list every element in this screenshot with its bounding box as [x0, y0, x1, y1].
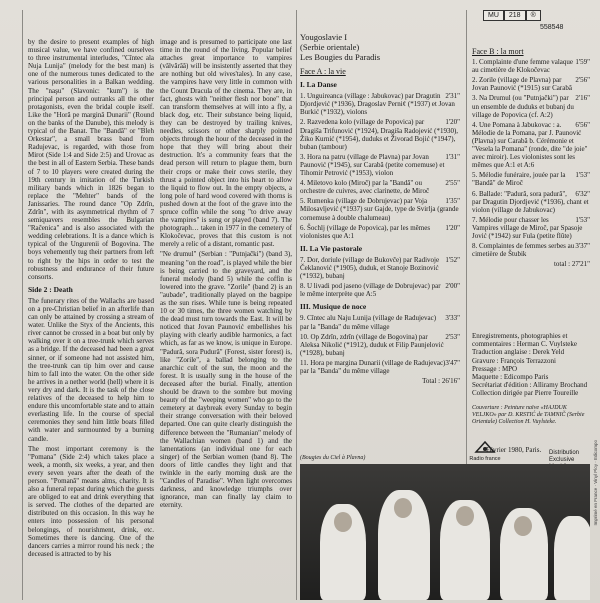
track-duration: 1'52" — [445, 255, 460, 264]
track-title: 3. Na Drumul (ou "Putnjački") par un ensemble de duduks et bubanj du village de Popovica (cf. A:2) — [472, 94, 574, 119]
track-item — [472, 121, 590, 170]
track-title: 5. Rumenka (village de Dobrujevac) par Voja Milosavljević (*1937) sur Gajde, type de Svirlja (grande cornemuse à double chalumeau) — [300, 197, 459, 222]
distribution-line: Distribution — [549, 450, 580, 456]
track-title: 9. Cîntec alu Naju Lunija (village de Radujevac) par la "Banda" du même village — [300, 314, 437, 331]
track-title: 4. Une Pomana à Jabukovac : a. Mélodie de la Pomana, par J. Paunović (Plavna) sur Carabă b. Cérémonie et "Vesela la Pomana" (ronde, dite "de joie" avec miroir). Les violonistes sont les mêmes que A:1 et A:6 — [472, 120, 588, 170]
track-item — [300, 179, 460, 195]
track-list — [472, 58, 590, 258]
notes-paragraph: "Ne drumul" (Serbian : "Putnjački") (band 3), meaning "on the road", is played while the bier is being carried to the graveyard, and the funeral melody (band 5) while the coffin is lowered into the grave. "Zorile" (band 2) is an "aubade", traditionally played on the bagpipe as the sun rises. While tune is being repeated 10 or 30 times, the three women watching by the dead must turn towards the East. It will be noticed that Jovan Paunović embellishes his playing with clearly audible harmonics, a fact which, as far as we know, is unique in Europe. "Padură, sora Pudură" (Forest, sister forest) is, like "Zorile", a ballad belonging to the anarchic cult of the sun, the moon and the forest. It is usually sung in the house of the deceased after the burial. Finally, attention should be drawn to the sombre but moving beauty of the "weeping women" who go to the cemetery at daybreak every Sunday to begin their strange conversation with their beloved departed. One can quite clearly distinguish the difference between the "Rumanian" melody of the Wallachian women (band 1) and the lamentations (an individual one for each singer) of the Serbian women (band 8). The doors of little candles they light and that twinkle in the early morning dusk are the "Candles of Paradise". When light overcomes darkness, and knowledge triumphs over ignorance, man can finally lay claim to eternity. — [160, 250, 292, 510]
album-title-line: Yougoslavie I — [300, 32, 348, 42]
cemetery-photo — [300, 464, 590, 600]
track-title: 11. Hora pe margina Dunarii (village de Radujevac) par la "Banda" du même village — [300, 358, 446, 375]
track-item — [300, 282, 460, 298]
face-a-heading: Face A : la vie — [300, 67, 346, 76]
catalog-code-box — [483, 10, 541, 21]
distribution-line: Exclusive — [549, 457, 575, 463]
album-title — [300, 32, 460, 62]
track-duration: 2'53" — [445, 332, 460, 341]
logo-text: Radio france — [469, 456, 501, 462]
track-duration: 3'33" — [445, 314, 460, 323]
track-list — [300, 92, 460, 240]
track-title: 7. Dor, doriule (village de Bukovče) par Radivoje Čeklanović (*1905), duduk, et Stanoje Bozinović (*1932), bubanj — [300, 255, 440, 281]
face-b-heading: Face B : la mort — [472, 47, 524, 56]
track-item — [300, 256, 460, 280]
track-duration: 1'31" — [445, 152, 460, 161]
track-title: 10. Op Zdrîn, zdrîn (village de Bogovina) par Aleksa Nikolić (*1912), duduk et Filip Paunjelović (*1928), bubanj — [300, 332, 444, 357]
track-item — [472, 76, 590, 92]
track-title: 2. Zorile (village de Plavna) par Jovan Paunović (*1915) sur Carabă — [472, 76, 572, 93]
track-list — [300, 314, 460, 375]
catalog-number: 558548 — [540, 24, 564, 31]
track-duration: 1'20" — [445, 118, 460, 127]
cover-note: Couverture : Peinture naïve «HAJDUK VELJKO» par D. KRSTIĆ de TAMNIČ (Serbie Orientale) Collection H. Vuylsteke. — [472, 405, 585, 425]
track-item — [300, 333, 460, 357]
track-item — [300, 197, 460, 221]
tracklist-face-a — [300, 32, 460, 385]
track-duration: 1'59" — [575, 58, 590, 67]
track-item — [300, 92, 460, 116]
album-title-line: (Serbie orientale) — [300, 42, 360, 52]
track-duration: 1'35" — [445, 197, 460, 206]
track-list — [300, 256, 460, 298]
english-notes-column-1 — [28, 38, 154, 560]
track-title: 1. Complainte d'une femme valaque au cimetière de Klokočevac — [472, 58, 573, 75]
track-duration: 2'31" — [445, 92, 460, 101]
track-duration: 6'56" — [575, 120, 590, 129]
credit-line: Enregistrements, photographies et commentaires : Herman C. Vuylsteke — [472, 332, 578, 349]
side2-heading: Side 2 : Death — [28, 284, 73, 294]
woman-face — [394, 498, 412, 518]
track-duration: 3'37" — [575, 242, 590, 251]
track-item — [300, 118, 460, 150]
notes-paragraph: by the desire to present examples of high musical value, we have confined ourselves to three instrumental interludes, "Cîntec ala Nuja Lunija" (melody for the best man) is one of the numerous tunes dedicated to the various personalities in a Balkan wedding. The "naşu" (Slavonic: "kum") is the principal person and outranks all the other protagonists, even the bridal couple itself. Like the "Horă pe marginâ Dunarii" (Round on the banks of the Danube), this melody is typical of the Banat. The "Bandă" or "Bleh Orkestar", a small brass band from Radujevac, is regarded, with those from Mirot (Side 1:4 and Side 2:5) and Urovac as the best in all of Eastern Serbia. These bands of 7 to 10 players were created during the 19th century in imitation of the Turkish military bands which in 1826 began to replace the "Mehter" bands of the Janissaries. The round dance "Op Zdrîn, Zdrîn", with its asymmetrical rhythm of 7 semiquavers resembles the Bulgarian "Račenica" and is also associated with the wedding celebrations. It is a dance which is typical of the Ungurenii of Bogovina. The boys vehemently tug their partners from left to right by the hips in order to test the robustness and endurance of their future consorts. — [28, 38, 154, 281]
track-duration: 2'16" — [575, 94, 590, 103]
woman-figure — [554, 516, 590, 600]
track-title: 6. Šochlj (village de Popovica), par les mêmes violonistes que A:1 — [300, 223, 431, 240]
credit-line: Gravure : François Terrazzoni — [472, 356, 556, 365]
woman-face — [334, 512, 352, 532]
track-title: 1. Unguireanca (village : Jabukovac) par Dragutin Djordjević (*1936), Dragoslav Perni¢ (*1937) et Jovan Burkić (*1932), violons — [300, 92, 455, 117]
track-title: 8. U livadi pod jaseno (village de Dobrujevac) par le même interprète que A:5 — [300, 282, 441, 299]
track-duration: 2'56" — [575, 76, 590, 85]
track-item — [472, 58, 590, 74]
divider — [22, 10, 23, 600]
credit-line: Collection dirigée par Pierre Toureille — [472, 389, 579, 398]
woman-face — [514, 516, 532, 536]
track-item — [472, 242, 590, 258]
tracklist-face-b — [472, 44, 590, 268]
track-duration: 2'00" — [445, 282, 460, 291]
total-duration: Total : 26'16" — [422, 377, 460, 386]
track-item — [472, 190, 590, 214]
track-item — [472, 216, 590, 240]
track-title: 8. Complaintes de femmes serbes au cimetière de Štubik — [472, 242, 575, 259]
photo-caption: (Bougies du Ciel à Plavna) — [300, 455, 366, 461]
track-title: 4. Miletovo kolo (Miroč) par la "Bandă" ou orchestre de cuivres, avec clarinette, de Miroč — [300, 179, 430, 196]
code-number: 218 — [504, 10, 526, 21]
side-print: Imprimé en France · Vinyl Ploy · Edicompo — [593, 440, 598, 526]
english-notes-column-2 — [160, 38, 292, 511]
notes-paragraph: The funerary rites of the Wallachs are based on a pre-Christian belief in an afterlife than can only be attained by crossing a stream of water. Unlike the Styx of the Ancients, this river cannot be crossed in a boat but only by walking over it on a tree-trunk which serves as a bridge. If the deceased had been a great sinner, or if someone had not assisted him, the tree-trunk can tip him over and cause him to fall into the water. On the other side he arrives in a nether world (hell) where it is very dry and dark. It is the task of the close relatives of the deceased to help him to endure this uncomfortable state and to attain everlasting life. In the course of special ceremonies they send him little boats filled with water and surmounted by a burning candle. — [28, 296, 154, 443]
section-heading: I. La Danse — [300, 80, 337, 90]
section-heading: III. Musique de noce — [300, 302, 367, 312]
album-title-line: Les Bougies du Paradis — [300, 52, 381, 62]
credit-line: Secrétariat d'édition : Alliramy Brochand — [472, 381, 588, 390]
notes-paragraph: The most important ceremony is the "Pomana" (Side 2:4) which takes place a week, a month, six weeks, a year, and then every seven years after the death of the person. "Pomană" means alms, charity. It is also a funeral repast during which the guests are obliged to eat and drink everything that is served. The clothes of the departed are distributed on this occasion. In this way he enters into possession of his personal belongings, of nourishment, drink, etc. Sometimes there is dancing. One of the dancers carries a mirror round his neck ; the deceased is attracted to by his — [28, 444, 154, 558]
track-title: 5. Mélodie funéraire, jouée par la "Bandă" de Miroč — [472, 171, 566, 188]
credits — [472, 332, 592, 398]
track-duration: 1'20" — [445, 223, 460, 232]
track-item — [300, 224, 460, 240]
total-duration: total : 27'21" — [553, 260, 590, 269]
code-mu: MU — [483, 10, 504, 21]
track-duration: 2'55" — [445, 179, 460, 188]
credit-line: Maquette : Edicompo Paris — [472, 373, 549, 382]
credit-line: Pressage : MPO — [472, 364, 518, 373]
track-title: 2. Razvedena kolo (village de Popovica) par Dragiša Trifunović (*1924), Dragiša Radojević (*1930), Žiko Kurnić (*1954), duduks et Živorad Bojić (*1947), buban (tambour) — [300, 118, 459, 151]
date: Février 1980, Paris. — [486, 446, 542, 454]
track-item — [300, 314, 460, 330]
notes-paragraph: image and is presumed to participate one last time in the round of the living. Popular belief attaches great importance to vampires (vâlvărâă) will be insistently asserted that they are nothing but old wives'tales). In any case, the vampires have very little in common with the Count Dracula of the cinema. They are, in fact, ghosts with "neither flesh nor bone" that can transform themselves at will into a fly, a black dog, etc. Their substance being liquid, they can be destroyed by trailing knives, needles, scissors or other sharply pointed objects through the hour of the deceased in the hope that they will bring about their destruction. It's a community fears that the dead person will return to plague them, burn their crops or make their cows sterile, they thrust a pointed object into his heart to allow the liquid to flow out. In the empty objects, a long pole of hard wood covered with thorns is pushed down at the foot of the grave into the spruce coffin while the song "to drive away the vampires" is sung or played (band 7). The photograph… taken in 1977 in the cemetery of Klokočevac, proves that this custom is not merely a relic of a distant, romantic past. — [160, 38, 292, 249]
track-item — [300, 153, 460, 177]
track-title: 7. Mélodie pour chasser les Vampires village de Miroč, par Spasoje Jović (*1942) sur Fula (petite flûte) — [472, 215, 583, 240]
track-item — [472, 94, 590, 118]
code-r: ® — [526, 10, 541, 21]
divider — [296, 10, 297, 600]
track-title: 6. Ballade: "Padură, sora padură", par Dragutin Djordjević (*1936), chant et violon (village de Jabukovac) — [472, 189, 589, 214]
woman-face — [456, 506, 474, 526]
track-duration: 3'47" — [445, 358, 460, 367]
track-title: 3. Hora na patru (village de Plavna) par Jovan Paunović (*1945), sur Carabă (petite cornemuse) et Tihomir Petrović (*1953), violon — [300, 152, 445, 178]
track-duration: 6'32" — [575, 189, 590, 198]
credit-line: Traduction anglaise : Derek Yeld — [472, 348, 565, 357]
track-item — [472, 171, 590, 187]
section-heading: II. La Vie pastorale — [300, 243, 363, 253]
track-duration: 1'53" — [575, 171, 590, 180]
track-duration: 1'53" — [575, 215, 590, 224]
track-item — [300, 359, 460, 375]
